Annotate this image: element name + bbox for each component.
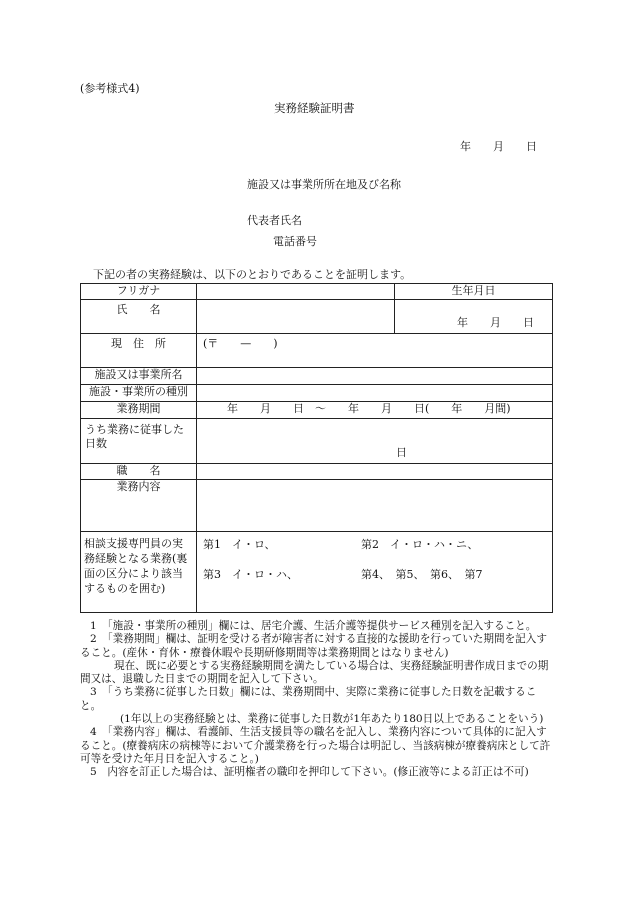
days-row	[81, 419, 553, 464]
birthdate-label: 生年月日	[395, 284, 553, 300]
name-row	[81, 300, 553, 334]
certification-statement: 下記の者の実務経験は、以下のとおりであることを証明します。	[93, 268, 412, 281]
facility-type-row	[81, 385, 553, 402]
days-field[interactable]: 日	[197, 419, 553, 464]
note-1: 1 「施設・事業所の種別」欄には、居宅介護、生活介護等提供サービス種別を記入すること。	[90, 620, 537, 632]
option-3[interactable]: 第3 イ・ロ・ハ、	[203, 568, 298, 581]
consultation-options	[197, 532, 553, 613]
note-4: 4 「業務内容」欄は、看護師、生活支援員等の職名を記入し、業務内容について具体的に記入すること。(療養病床の病棟等において介護業務を行った場合は明記し、当該病棟が療養病床として許可等を受けた年月日を記入すること。)	[80, 726, 551, 765]
experience-table	[80, 283, 553, 613]
duty-field[interactable]	[197, 480, 553, 532]
representative-name-label: 代表者氏名	[247, 214, 302, 227]
facility-name-label: 施設又は事業所名	[81, 368, 197, 385]
facility-address-name-label: 施設又は事業所所在地及び名称	[247, 178, 401, 191]
furigana-row	[81, 284, 553, 300]
name-field[interactable]	[197, 300, 395, 334]
job-title-row	[81, 464, 553, 480]
option-2[interactable]: 第2 イ・ロ・ハ・ニ、	[361, 538, 479, 551]
option-1[interactable]: 第1 イ・ロ、	[203, 538, 276, 551]
birthdate-field[interactable]: 年 月 日	[395, 300, 553, 334]
duty-row	[81, 480, 553, 532]
duty-label: 業務内容	[81, 480, 197, 532]
facility-name-row	[81, 368, 553, 385]
form-reference: (参考様式4)	[80, 82, 140, 95]
period-label: 業務期間	[81, 402, 197, 419]
option-4-7[interactable]: 第4、 第5、 第6、 第7	[361, 568, 483, 581]
address-field[interactable]: (〒 — )	[197, 334, 553, 368]
note-3-supplement: (1年以上の実務経験とは、業務に従事した日数が1年あたり180日以上であることをいう)	[120, 713, 544, 726]
note-2-supplement: 現在、既に必要とする実務経験期間を満たしている場合は、実務経験証明書作成日までの期間又は、退職した日までの期間を記入して下さい。	[80, 659, 549, 686]
facility-name-field[interactable]	[197, 368, 553, 385]
notes-section	[80, 620, 554, 780]
days-label: うち業務に従事した日数	[81, 419, 197, 464]
name-label: 氏 名	[81, 300, 197, 334]
furigana-field[interactable]	[197, 284, 395, 300]
period-field[interactable]: 年 月 日 〜 年 月 日( 年 月間)	[197, 402, 553, 419]
facility-type-label: 施設・事業所の種別	[81, 385, 197, 402]
note-5: 5 内容を訂正した場合は、証明権者の職印を押印して下さい。(修正液等による訂正は不可)	[90, 766, 529, 779]
consultation-row	[81, 532, 553, 613]
furigana-label: フリガナ	[81, 284, 197, 300]
period-row	[81, 402, 553, 419]
address-row	[81, 334, 553, 368]
job-title-field[interactable]	[197, 464, 553, 480]
phone-number-label: 電話番号	[273, 235, 317, 248]
document-title: 実務経験証明書	[274, 101, 355, 115]
issue-date: 年 月 日	[460, 140, 537, 153]
job-title-label: 職 名	[81, 464, 197, 480]
facility-type-field[interactable]	[197, 385, 553, 402]
note-2: 2 「業務期間」欄は、証明を受ける者が障害者に対する直接的な援助を行っていた期間を記入すること。(産休・育休・療養休暇や長期研修期間等は業務期間とはなりません)	[80, 633, 547, 659]
note-3: 3 「うち業務に従事した日数」欄には、業務期間中、実際に業務に従事した日数を記載すること。	[80, 686, 537, 712]
consultation-label: 相談支援専門員の実務経験となる業務(裏面の区分により該当するものを囲む)	[81, 532, 197, 613]
address-label: 現 住 所	[81, 334, 197, 368]
